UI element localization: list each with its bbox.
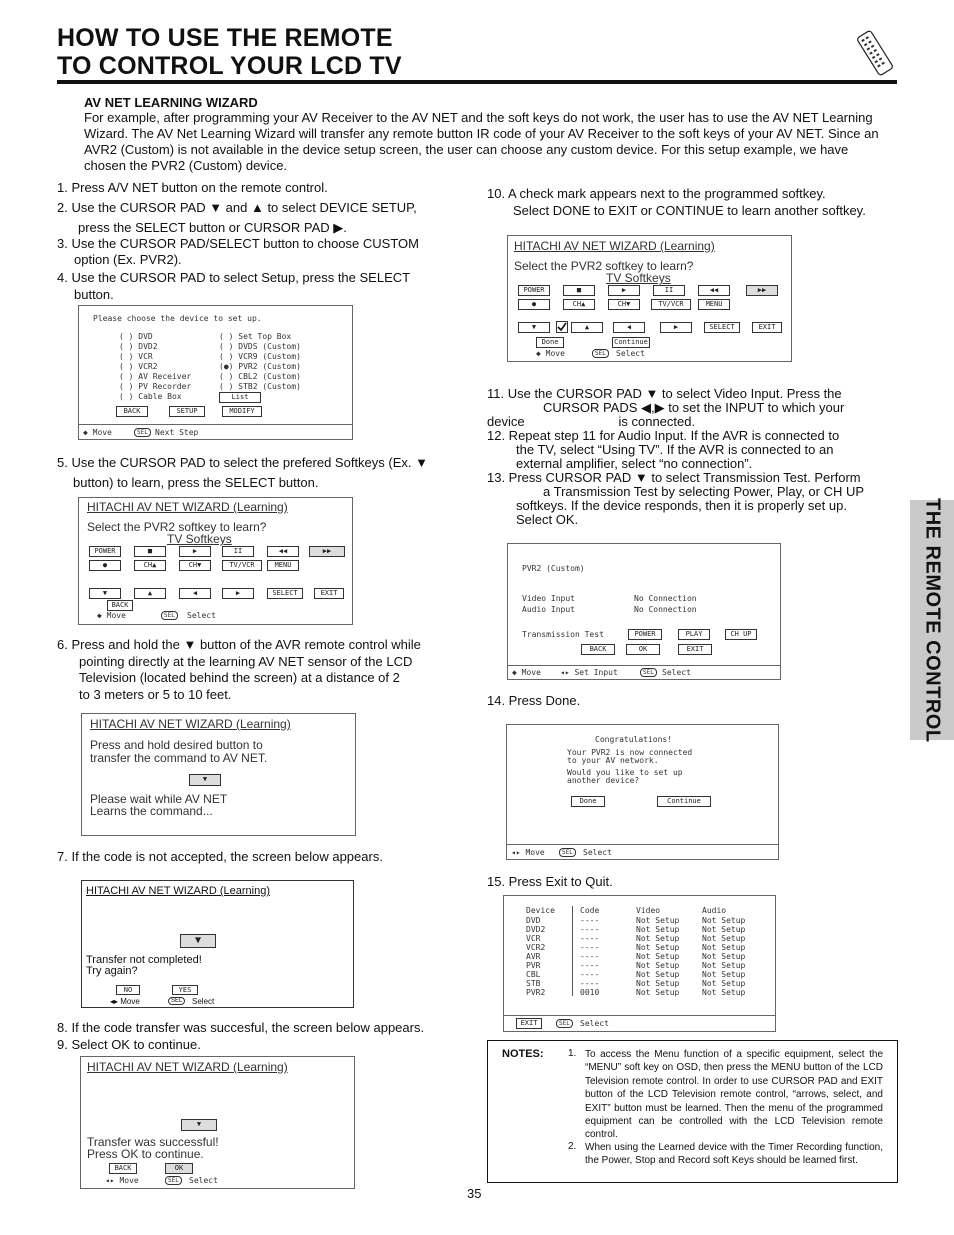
summary-device-cell: PVR	[526, 961, 541, 970]
congrats-question: Would you like to set up another device?	[567, 768, 683, 785]
status-bar	[79, 424, 352, 439]
device-option[interactable]: ( ) Cable Box	[119, 392, 182, 401]
softkey-learned-screen	[507, 235, 792, 362]
device-option[interactable]: ( ) CBL2 (Custom)	[219, 372, 301, 381]
status-move: ◆ Move	[83, 428, 112, 437]
step-14: 14. Press Done.	[487, 693, 581, 708]
yes-button[interactable]: YES	[172, 985, 198, 995]
success-message: Press OK to continue.	[87, 1147, 204, 1161]
back-button[interactable]: BACK	[107, 600, 133, 611]
device-list-right	[219, 332, 301, 392]
softkey-tv-vcr[interactable]: TV/VCR	[222, 560, 262, 571]
softkey-down[interactable]: ▼	[89, 588, 121, 599]
step-11: 11. Use the CURSOR PAD ▼ to select Video Input. Press the	[487, 386, 842, 401]
softkey-up[interactable]: ▲	[571, 322, 603, 333]
status-bar	[504, 1015, 775, 1031]
no-button[interactable]: NO	[116, 985, 140, 995]
note-2-number: 2.	[568, 1141, 577, 1152]
done-button[interactable]: Done	[571, 796, 605, 807]
summary-device-cell: VCR2	[526, 943, 546, 952]
setup-button[interactable]: SETUP	[169, 406, 205, 417]
step-13-cont: softkeys. If the device responds, then it is properly set up.	[516, 498, 847, 513]
softkey-ffwd[interactable]: ▶▶	[309, 546, 345, 557]
transfer-success-screen	[80, 1056, 355, 1189]
video-input-value[interactable]: No Connection	[634, 594, 697, 603]
summary-cell: ----	[580, 970, 600, 979]
step-5: 5. Use the CURSOR PAD to select the prefered Softkeys (Ex. ▼	[57, 455, 428, 470]
summary-device-cell: AVR	[526, 952, 541, 961]
softkey-ffwd[interactable]: ▶▶	[746, 285, 778, 296]
step-1: 1. Press A/V NET button on the remote control.	[57, 180, 328, 195]
summary-cell: Not Setup	[702, 925, 746, 934]
softkeys-subtitle: TV Softkeys	[167, 532, 232, 546]
sel-icon: SEL	[165, 1176, 182, 1185]
softkey-right[interactable]: ▶	[222, 588, 254, 599]
summary-device-cell: CBL	[526, 970, 541, 979]
section-tab: THE REMOTE CONTROL	[910, 500, 954, 740]
step-11-cont: device is connected.	[487, 414, 696, 429]
ok-button[interactable]: OK	[626, 644, 660, 655]
col-header-audio: Audio	[702, 906, 727, 915]
wait-message: Learns the command...	[90, 804, 213, 818]
status-move: ◆ Move	[97, 611, 126, 620]
summary-cell: Not Setup	[636, 961, 680, 970]
softkey-select[interactable]: SELECT	[704, 322, 740, 333]
summary-cell: Not Setup	[636, 988, 680, 997]
summary-cell: Not Setup	[636, 943, 680, 952]
exit-button[interactable]: EXIT	[516, 1018, 542, 1029]
status-action: Select	[192, 997, 215, 1006]
down-key-indicator: ▼	[181, 1119, 217, 1131]
intro-text: For example, after programming your AV Receiver to the AV NET and the soft keys do not work, the user has to use the AV NET Learning Wizard. The AV Net Learning Wizard will transfer any remote button IR code of your AV Receiver to the soft keys of your AV NET. Since an AVR2 (Custom) is not available in the device setup screen, the user can choose any custom device. For this setup example, we have chosen the PVR2 (Custom) device.	[84, 110, 879, 173]
summary-device-cell: DVD2	[526, 925, 546, 934]
congrats-title: Congratulations!	[595, 735, 673, 744]
summary-cell: Not Setup	[636, 979, 680, 988]
summary-cell: Not Setup	[702, 961, 746, 970]
step-4: 4. Use the CURSOR PAD to select Setup, press the SELECT	[57, 270, 411, 285]
summary-cell: Not Setup	[702, 979, 746, 988]
summary-device-cell: VCR	[526, 934, 541, 943]
device-option[interactable]: ( ) DVD	[119, 332, 153, 341]
step-13-cont: a Transmission Test by selecting Power, Play, or CH UP	[543, 484, 865, 499]
sel-icon: SEL	[559, 848, 576, 857]
softkey-record[interactable]: ●	[518, 299, 550, 310]
status-action: Next Step	[155, 428, 199, 437]
status-bar	[507, 844, 778, 859]
device-option[interactable]: ( ) AV Receiver	[119, 372, 192, 381]
summary-cell: ----	[580, 943, 600, 952]
play-test-button[interactable]: PLAY	[678, 629, 710, 640]
intro-heading: AV NET LEARNING WIZARD	[84, 95, 258, 110]
column-divider	[572, 906, 573, 996]
summary-cell: Not Setup	[636, 952, 680, 961]
done-button[interactable]: Done	[536, 337, 564, 348]
remote-control-icon	[854, 30, 896, 76]
step-2: 2. Use the CURSOR PAD ▼ and ▲ to select DEVICE SETUP,	[57, 200, 417, 215]
sel-icon: SEL	[161, 611, 178, 620]
step-7: 7. If the code is not accepted, the screen below appears.	[57, 849, 383, 864]
status-move: ◂▸ Move	[110, 997, 140, 1006]
status-bar	[508, 665, 780, 679]
step-5-cont: button) to learn, press the SELECT button.	[73, 475, 319, 490]
softkey-menu[interactable]: MENU	[698, 299, 730, 310]
step-13: 13. Press CURSOR PAD ▼ to select Transmission Test. Perform	[487, 470, 861, 485]
softkey-record[interactable]: ●	[89, 560, 121, 571]
audio-input-value[interactable]: No Connection	[634, 605, 697, 614]
status-action: Select	[616, 349, 645, 358]
summary-cell: 0010	[580, 988, 600, 997]
softkey-rewind[interactable]: ◀◀	[698, 285, 730, 296]
softkey-menu[interactable]: MENU	[267, 560, 299, 571]
fail-message: Transfer not completed! Try again?	[86, 954, 202, 977]
status-action: Select	[189, 1176, 218, 1185]
step-13-cont: Select OK.	[516, 512, 579, 527]
softkey-pause[interactable]: II	[222, 546, 254, 557]
device-option[interactable]: ( ) Set Top Box	[219, 332, 292, 341]
step-12-cont: the TV, select “Using TV”. If the AVR is connected to an	[516, 442, 834, 457]
step-9: 9. Select OK to continue.	[57, 1037, 201, 1052]
hold-instruction: Press and hold desired button to	[90, 738, 263, 752]
note-2: When using the Learned device with the Timer Recording function, the Power, Stop and Record soft Keys should be learned first.	[585, 1142, 883, 1167]
step-10-cont: Select DONE to EXIT or CONTINUE to learn another softkey.	[513, 203, 866, 218]
down-key-indicator: ▼	[189, 774, 221, 786]
sel-icon: SEL	[592, 349, 609, 358]
device-option[interactable]: ( ) VCR	[119, 352, 153, 361]
sel-icon: SEL	[134, 428, 151, 437]
softkey-stop[interactable]: ■	[134, 546, 166, 557]
softkey-right[interactable]: ▶	[660, 322, 692, 333]
softkey-exit[interactable]: EXIT	[752, 322, 782, 333]
step-6-cont: pointing directly at the learning AV NET sensor of the LCD	[79, 654, 413, 669]
summary-cell: Not Setup	[702, 970, 746, 979]
note-1-number: 1.	[568, 1048, 577, 1059]
continue-button[interactable]: Continue	[657, 796, 711, 807]
hold-instruction: transfer the command to AV NET.	[90, 751, 268, 765]
device-option[interactable]: ( ) DVD2	[119, 342, 158, 351]
device-option[interactable]: (●) PVR2 (Custom)	[219, 362, 301, 371]
softkey-exit[interactable]: EXIT	[314, 588, 344, 599]
softkey-select[interactable]: SELECT	[267, 588, 303, 599]
wizard-title: HITACHI AV NET WIZARD (Learning)	[90, 717, 291, 731]
sel-icon: SEL	[168, 997, 185, 1005]
softkey-left[interactable]: ◀	[179, 588, 211, 599]
summary-cell: ----	[580, 925, 600, 934]
step-12-cont: external amplifier, select “no connection”.	[516, 456, 753, 471]
softkey-down[interactable]: ▼	[518, 322, 550, 333]
softkey-pause[interactable]: II	[653, 285, 685, 296]
status-move: ◂▸ Move	[105, 1176, 139, 1185]
hold-button-screen	[81, 713, 356, 836]
status-move: ◂▸ Move	[511, 848, 545, 857]
device-option[interactable]: ( ) PV Recorder	[119, 382, 192, 391]
summary-cell: Not Setup	[702, 916, 746, 925]
softkey-power[interactable]: POWER	[89, 546, 121, 557]
status-action: Select	[187, 611, 216, 620]
softkey-left[interactable]: ◀	[613, 322, 645, 333]
status-action: Select	[580, 1019, 609, 1028]
ch-up-test-button[interactable]: CH UP	[725, 629, 757, 640]
device-option[interactable]: ( ) DVDS (Custom)	[219, 342, 301, 351]
softkey-ch-up[interactable]: CH▲	[563, 299, 595, 310]
power-test-button[interactable]: POWER	[628, 629, 662, 640]
transfer-failed-screen	[81, 880, 354, 1008]
softkey-ch-up[interactable]: CH▲	[134, 560, 166, 571]
back-button[interactable]: BACK	[581, 644, 615, 655]
video-input-label: Video Input	[522, 594, 575, 603]
summary-cell: ----	[580, 979, 600, 988]
softkey-prompt: Select the PVR2 softkey to learn?	[87, 520, 267, 534]
sel-icon: SEL	[556, 1019, 573, 1028]
title-rule	[57, 80, 897, 84]
summary-cell: Not Setup	[702, 943, 746, 952]
softkey-play[interactable]: ▶	[179, 546, 211, 557]
status-move: ◆ Move	[536, 349, 565, 358]
softkey-up[interactable]: ▲	[134, 588, 166, 599]
step-15: 15. Press Exit to Quit.	[487, 874, 613, 889]
device-summary-screen	[503, 895, 776, 1032]
input-setup-screen	[507, 543, 781, 680]
status-set-input: ◂▸ Set Input	[560, 668, 618, 677]
transmission-test-label: Transmission Test	[522, 630, 604, 639]
step-6-cont: Television (located behind the screen) at a distance of 2	[79, 670, 400, 685]
device-title: PVR2 (Custom)	[522, 564, 585, 573]
wizard-title: HITACHI AV NET WIZARD (Learning)	[514, 239, 715, 253]
softkey-prompt: Select the PVR2 softkey to learn?	[514, 259, 694, 273]
step-2-cont: press the SELECT button or CURSOR PAD ▶.	[78, 220, 347, 235]
summary-device-cell: STB	[526, 979, 541, 988]
wizard-title: HITACHI AV NET WIZARD (Learning)	[86, 885, 270, 897]
congratulations-screen	[506, 724, 779, 860]
ok-button[interactable]: OK	[165, 1163, 193, 1174]
softkey-ch-down[interactable]: CH▼	[608, 299, 640, 310]
step-11-cont: CURSOR PADS ◀,▶ to set the INPUT to which your	[543, 400, 845, 415]
audio-input-label: Audio Input	[522, 605, 575, 614]
summary-cell: ----	[580, 961, 600, 970]
notes-box	[487, 1040, 898, 1183]
device-setup-screen	[78, 305, 353, 440]
softkey-tv-vcr[interactable]: TV/VCR	[651, 299, 691, 310]
step-6-cont: to 3 meters or 5 to 10 feet.	[79, 687, 232, 702]
modify-button[interactable]: MODIFY	[222, 406, 262, 417]
softkey-play[interactable]: ▶	[608, 285, 640, 296]
step-12: 12. Repeat step 11 for Audio Input. If the AVR is connected to	[487, 428, 840, 443]
summary-cell: Not Setup	[636, 916, 680, 925]
device-option[interactable]: ( ) STB2 (Custom)	[219, 382, 301, 391]
summary-cell: Not Setup	[636, 970, 680, 979]
back-button[interactable]: BACK	[116, 406, 148, 417]
status-action: Select	[583, 848, 612, 857]
step-3-cont: option (Ex. PVR2).	[74, 252, 182, 267]
continue-button[interactable]: Continue	[612, 337, 650, 348]
softkey-stop[interactable]: ■	[563, 285, 595, 296]
congrats-message: Your PVR2 is now connected to your AV network.	[567, 748, 693, 765]
col-header-device: Device	[526, 906, 555, 915]
step-8: 8. If the code transfer was succesful, the screen below appears.	[57, 1020, 425, 1035]
softkey-rewind[interactable]: ◀◀	[267, 546, 299, 557]
back-button[interactable]: BACK	[109, 1163, 137, 1174]
wait-message: Please wait while AV NET	[90, 792, 228, 806]
step-10: 10. A check mark appears next to the programmed softkey.	[487, 186, 826, 201]
softkey-power[interactable]: POWER	[518, 285, 550, 296]
device-option[interactable]: ( ) VCR2	[119, 362, 158, 371]
status-action: Select	[662, 668, 691, 677]
summary-cell: ----	[580, 952, 600, 961]
summary-device-cell: PVR2	[526, 988, 546, 997]
page-title: HOW TO USE THE REMOTE TO CONTROL YOUR LCD TV	[57, 24, 402, 80]
softkeys-subtitle: TV Softkeys	[606, 271, 671, 285]
softkey-ch-down[interactable]: CH▼	[179, 560, 211, 571]
device-list-left	[119, 332, 191, 402]
summary-device-cell: DVD	[526, 916, 541, 925]
notes-label: NOTES:	[502, 1048, 544, 1060]
summary-cell: Not Setup	[636, 925, 680, 934]
sel-icon: SEL	[640, 668, 657, 677]
step-3: 3. Use the CURSOR PAD/SELECT button to choose CUSTOM	[57, 236, 419, 251]
page-number: 35	[467, 1186, 482, 1201]
note-1: To access the Menu function of a specific equipment, select the “MENU” soft key on OSD, then press the MENU button of the LCD Television remote control. In order to use CURSOR PAD and EXIT button of the LCD Television remote control, “arrows, select, and EXIT” button must be learned. Then the menu of the programmed equipment can be controlled with the LCD Television remote control.	[585, 1049, 883, 1141]
summary-cell: Not Setup	[702, 952, 746, 961]
status-move: ◆ Move	[512, 668, 541, 677]
softkey-learning-screen	[78, 497, 353, 625]
col-header-code: Code	[580, 906, 600, 915]
summary-cell: ----	[580, 934, 600, 943]
device-option[interactable]: ( ) VCR9 (Custom)	[219, 352, 301, 361]
col-header-video: Video	[636, 906, 661, 915]
device-prompt: Please choose the device to set up.	[93, 314, 262, 323]
wizard-title: HITACHI AV NET WIZARD (Learning)	[87, 500, 288, 514]
step-4-cont: button.	[74, 287, 114, 302]
summary-cell: Not Setup	[636, 934, 680, 943]
check-mark-icon	[556, 321, 568, 333]
summary-cell: ----	[580, 916, 600, 925]
exit-button[interactable]: EXIT	[678, 644, 712, 655]
down-key-indicator: ▼	[180, 934, 216, 948]
summary-cell: Not Setup	[702, 988, 746, 997]
step-6: 6. Press and hold the ▼ button of the AVR remote control while	[57, 637, 421, 652]
wizard-title: HITACHI AV NET WIZARD (Learning)	[87, 1060, 288, 1074]
list-button[interactable]: List	[219, 392, 261, 403]
summary-cell: Not Setup	[702, 934, 746, 943]
success-message: Transfer was successful!	[87, 1135, 219, 1149]
